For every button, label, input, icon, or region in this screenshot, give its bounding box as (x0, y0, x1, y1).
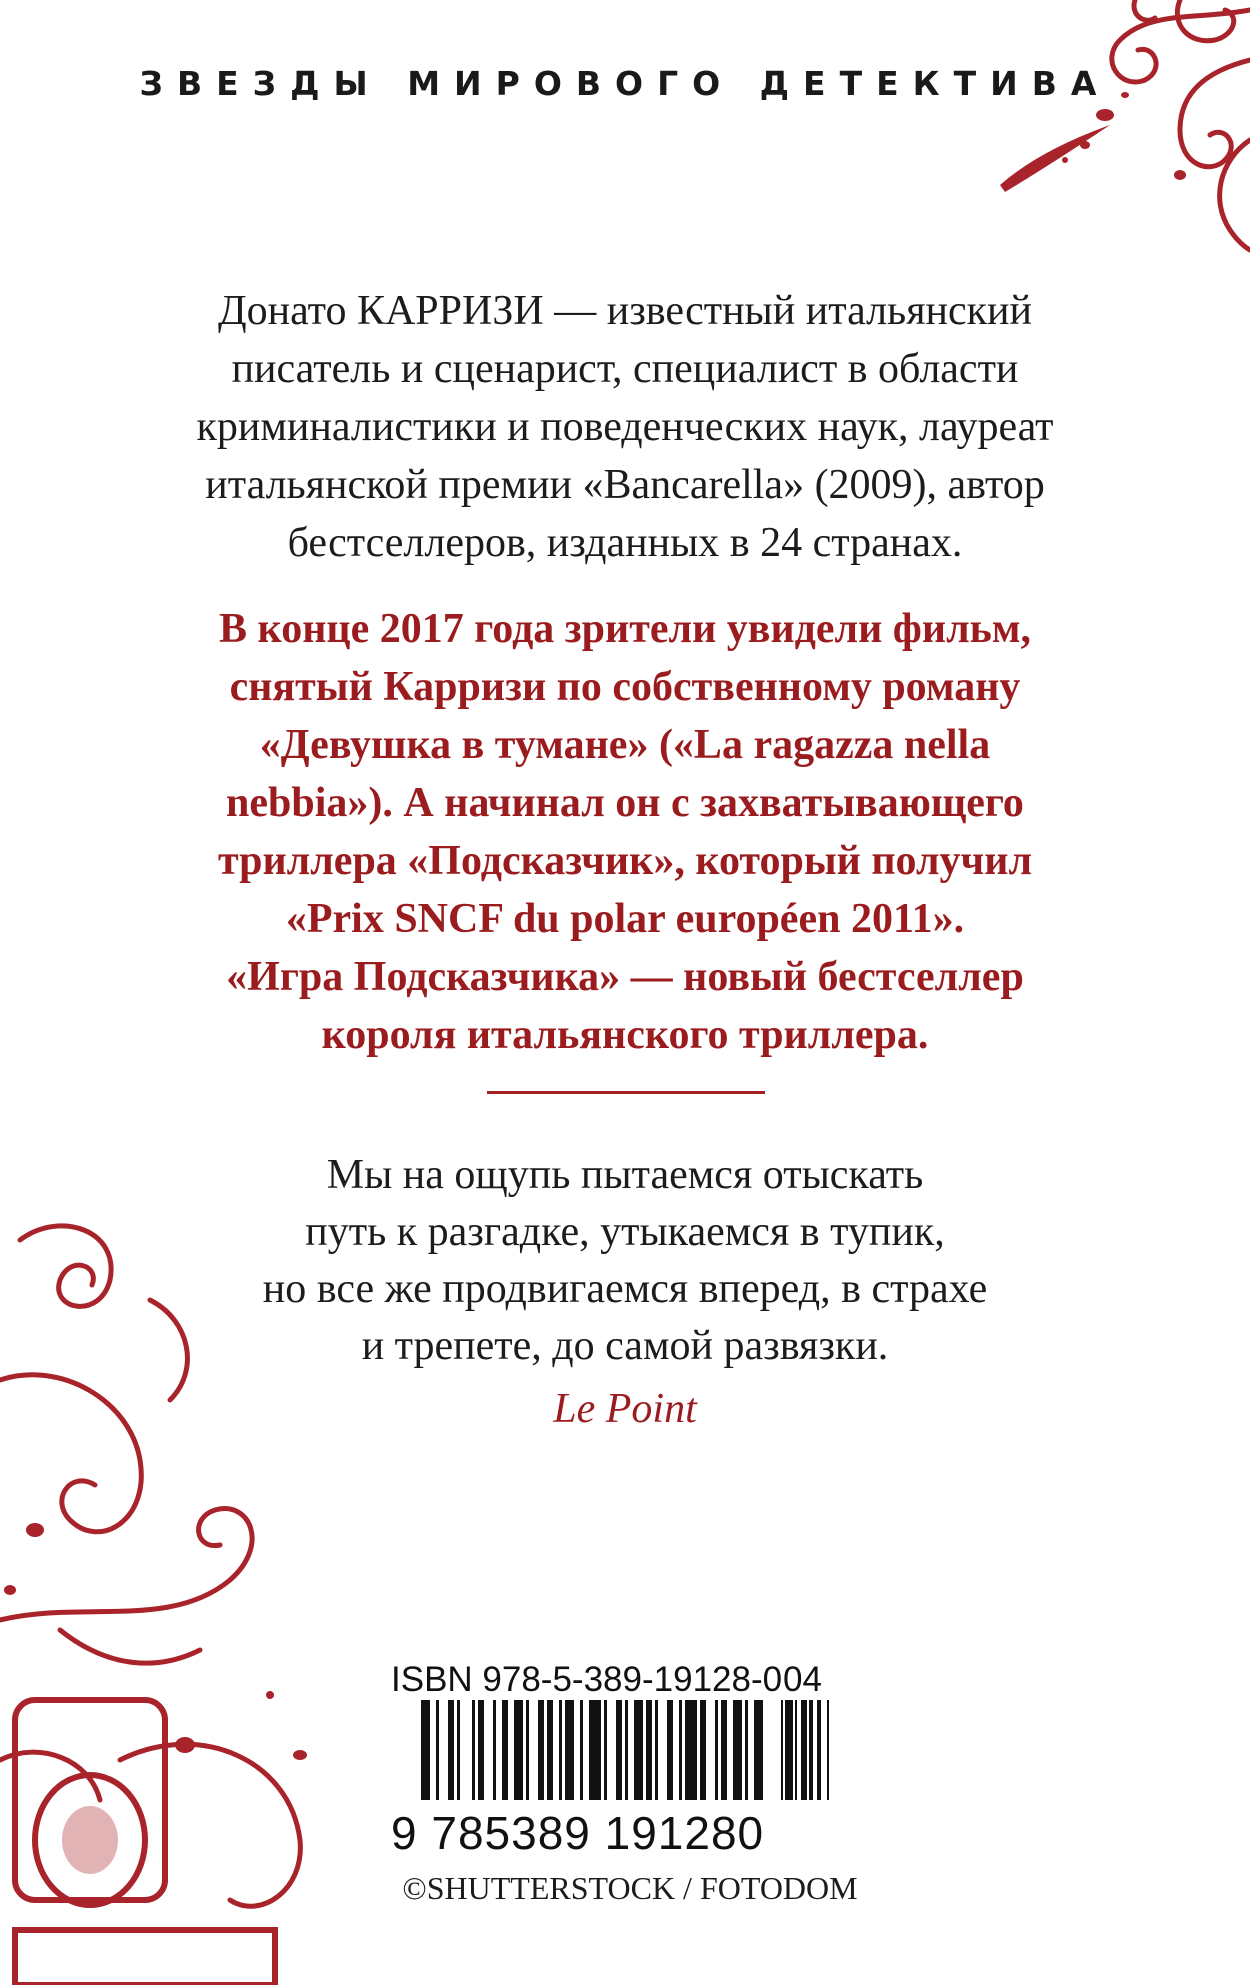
author-bio-line: писатель и сценарист, специалист в области (231, 346, 1019, 392)
baroque-ornament-top-right (880, 0, 1250, 270)
quote-line: и трепете, до самой развязки. (361, 1323, 889, 1369)
isbn-label: ISBN 978-5-389-19128-0 (391, 1660, 783, 1699)
barcode-addon-bar (809, 1700, 813, 1800)
barcode-bar (700, 1700, 706, 1800)
barcode-addon-label: 04 (783, 1660, 822, 1699)
quote-line: путь к разгадке, утыкаемся в тупик, (305, 1209, 945, 1255)
barcode-bar (646, 1700, 652, 1800)
barcode-bar (436, 1700, 439, 1800)
promo-line: короля итальянского триллера. (321, 1012, 929, 1058)
promo-text (100, 600, 1150, 1064)
barcode-bar (715, 1700, 718, 1800)
barcode-bar (514, 1700, 523, 1800)
author-bio-line: криминалистики и поведенческих наук, лауреат (196, 404, 1054, 450)
barcode-bar (526, 1700, 529, 1800)
promo-line: триллера «Подсказчик», который получил (217, 838, 1033, 884)
author-bio-line: бестселлеров, изданных в 24 странах. (287, 520, 963, 566)
barcode-bar (538, 1700, 544, 1800)
author-bio-line: Донато КАРРИЗИ — известный итальянский (217, 288, 1033, 334)
barcode-bar (733, 1700, 742, 1800)
barcode-addon-bar (801, 1700, 807, 1800)
barcode-bar (616, 1700, 622, 1800)
barcode-bar (565, 1700, 574, 1800)
author-bio-line: итальянской премии «Bancarella» (2009), автор (205, 462, 1045, 508)
promo-line: «Девушка в тумане» («La ragazza nella (259, 722, 991, 768)
barcode-bar (457, 1700, 460, 1800)
barcode-bar (634, 1700, 643, 1800)
barcode-bar (502, 1700, 508, 1800)
promo-line: «Игра Подсказчика» — новый бестселлер (226, 954, 1024, 1000)
barcode-bar (745, 1700, 748, 1800)
barcode-bar (547, 1700, 553, 1800)
barcode-digits: 9 785389 191280 (391, 1807, 765, 1859)
barcode-icon (391, 1700, 831, 1810)
barcode-bar (559, 1700, 562, 1800)
promo-line: В конце 2017 года зрители увидели фильм, (219, 606, 1031, 652)
quote-line: но все же продвигаемся вперед, в страхе (262, 1266, 988, 1312)
barcode-bar (493, 1700, 496, 1800)
series-title: ЗВЕЗДЫ МИРОВОГО ДЕТЕКТИВА (139, 64, 1111, 103)
barcode-bar (721, 1700, 727, 1800)
barcode-addon-bar (795, 1700, 797, 1800)
review-quote (170, 1147, 1080, 1375)
promo-line: nebbia»). А начинал он с захватывающего (226, 780, 1024, 826)
promo-line: снятый Карризи по собственному роману (229, 664, 1021, 710)
barcode-bar (679, 1700, 682, 1800)
barcode-bar (685, 1700, 697, 1800)
barcode-bar (478, 1700, 484, 1800)
barcode-addon-bar (817, 1700, 821, 1800)
barcode-bar (754, 1700, 763, 1800)
barcode-bar (472, 1700, 475, 1800)
barcode-bar (625, 1700, 628, 1800)
barcode-bar (448, 1700, 454, 1800)
barcode-bar (589, 1700, 601, 1800)
section-divider (487, 1091, 765, 1094)
barcode-bar (655, 1700, 658, 1800)
quote-line: Мы на ощупь пытаемся отыскать (326, 1152, 924, 1198)
photo-credit: ©SHUTTERSTOCK / FOTODOM (402, 1870, 858, 1906)
barcode-addon-bar (781, 1700, 783, 1800)
author-bio (110, 282, 1140, 572)
barcode-addon-bar (785, 1700, 793, 1800)
barcode-addon-bar (827, 1700, 829, 1800)
barcode-bar (421, 1700, 430, 1800)
barcode-bar (667, 1700, 673, 1800)
barcode-bar (604, 1700, 607, 1800)
barcode-bar (580, 1700, 583, 1800)
quote-source: Le Point (553, 1386, 697, 1432)
promo-line: «Prix SNCF du polar européen 2011». (285, 896, 965, 942)
